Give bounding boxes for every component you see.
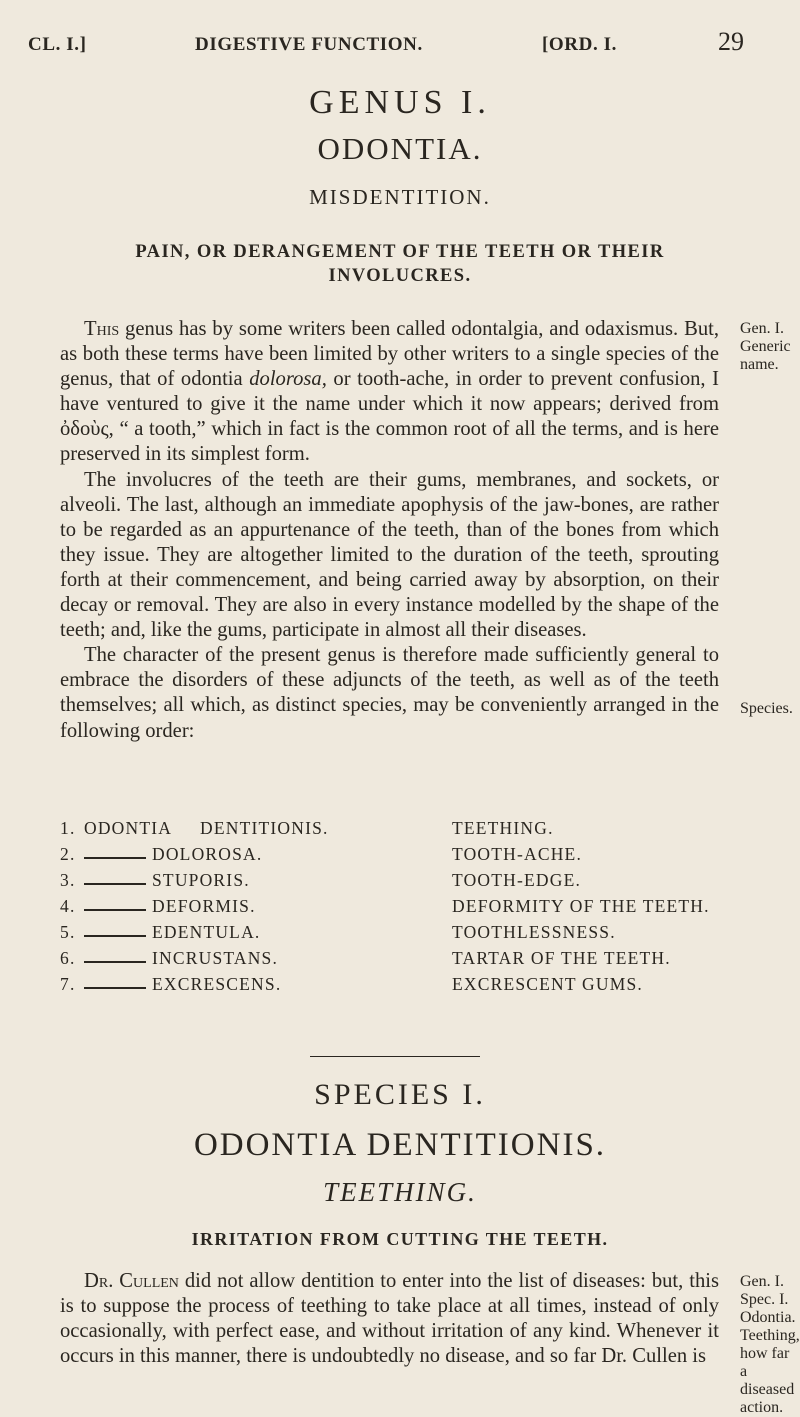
genus-name: ODONTIA. — [317, 131, 483, 166]
species-definition: IRRITATION FROM CUTTING THE TEETH. — [191, 1229, 609, 1249]
intro-text — [60, 317, 719, 744]
species-heading: SPECIES I. — [314, 1078, 486, 1111]
header-chapter: CL. I.] — [28, 34, 87, 55]
ditto-rule — [84, 909, 146, 911]
ditto-rule — [84, 935, 146, 937]
section-divider — [310, 1056, 480, 1057]
margin-note-species: Species. — [740, 700, 793, 717]
header-title: DIGESTIVE FUNCTION. — [195, 34, 423, 55]
species-english: TEETHING. — [323, 1177, 477, 1207]
margin-note-species-one: Gen. I. Spec. I. Odontia. Teething, how far a diseased action. — [740, 1273, 800, 1416]
species-paragraph: Dr. Cullen did not allow dentition to enter into the list of diseases: but, this is to suppose the process of teething to take place at all times, instead of only occasionally, with perfect ease, and without irritation of any kind. Whenever it occurs in this manner, there is undoubtedly no disease, and so far Dr. Cullen is — [60, 1270, 719, 1368]
lead-words: Dr. Cullen — [84, 1270, 179, 1292]
margin-note-genus: Gen. I. Generic name. — [740, 320, 791, 373]
genus-definition-line2: INVOLUCRES. — [328, 266, 472, 286]
genus-definition-line1: PAIN, OR DERANGEMENT OF THE TEETH OR THEIR — [135, 242, 665, 262]
species-text — [60, 1269, 719, 1369]
lead-word: This — [84, 318, 120, 340]
page-number: 29 — [718, 27, 744, 56]
intro-paragraph-3: The character of the present genus is therefore made sufficiently general to embrace the disorders of these adjuncts of the teeth, as well as of the teeth themselves; all which, as distinct species, may be conveniently arranged in the following order: — [60, 644, 719, 742]
intro-paragraph-2: The involucres of the teeth are their gums, membranes, and sockets, or alveoli. The last, although an immediate apophysis of the jaw-bones, are rather to be regarded as an appurtenance of the teeth, than of the bones from which they issue. They are altogether limited to the duration of the teeth, sprouting forth at their commencement, and being carried away by absorption, on their decay or removal. They are also in every instance modelled by the shape of the teeth; and, like the gums, participate in almost all their diseases. — [60, 468, 719, 642]
genus-english: MISDENTITION. — [309, 185, 491, 209]
ditto-rule — [84, 883, 146, 885]
intro-paragraph-1: This genus has by some writers been called odontalgia, and odaxismus. But, as both these terms have been limited by other writers to a single species of the genus, that of odontia dolorosa, or tooth-ache, in order to prevent confusion, I have ventured to give it the name under which it now appears; derived from ὀδοὺς, “ a tooth,” which in fact is the common root of all the terms, and is here preserved in its simplest form. — [60, 318, 719, 466]
ditto-rule — [84, 987, 146, 989]
ditto-rule — [84, 857, 146, 859]
genus-heading: GENUS I. — [309, 84, 491, 121]
ditto-rule — [84, 961, 146, 963]
species-list: 1. ODONTIA DENTITIONIS. TEETHING. 2. DOLOROSA. TOOTH-ACHE. 3. STUPORIS. TOOTH-EDGE. 4. DEFORMIS. DEFORMITY OF THE TEETH. 5. EDENTULA. TOOTHLESSNESS. 6. INCRUSTANS. TARTAR OF THE TEETH. 7. EXCRESCENS. EXCRESCENT GUMS. — [60, 818, 710, 994]
species-name: ODONTIA DENTITIONIS. — [193, 1127, 607, 1163]
header-order: [ORD. I. — [542, 34, 617, 55]
